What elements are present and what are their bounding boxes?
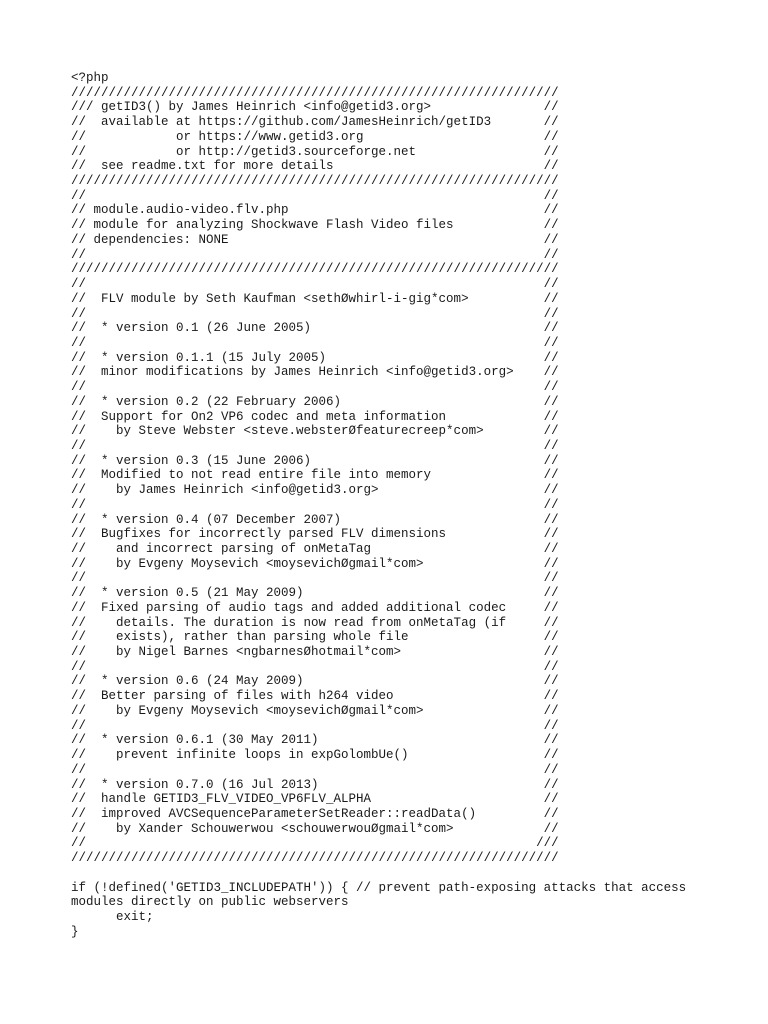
code-line: // and incorrect parsing of onMetaTag // xyxy=(71,542,559,556)
code-line: // * version 0.1.1 (15 July 2005) // xyxy=(71,350,559,365)
code-line: // Bugfixes for incorrectly parsed FLV dimensions // xyxy=(71,527,559,542)
code-line: // prevent infinite loops in expGolombUe() // xyxy=(71,748,559,763)
code-line: // Modified to not read entire file into memory // xyxy=(71,468,559,483)
code-line: // // xyxy=(71,497,559,512)
code-line: // * version 0.6 (24 May 2009) // xyxy=(71,674,559,689)
code-line: // Support for On2 VP6 codec and meta information // xyxy=(71,409,559,424)
code-line: // // xyxy=(71,247,559,262)
code-line: // // xyxy=(71,380,559,395)
code-line: // or http://getid3.sourceforge.net // xyxy=(71,144,559,159)
code-line: <?php xyxy=(71,71,109,85)
code-line: // module for analyzing Shockwave Flash Video files // xyxy=(71,218,559,233)
source-code-block xyxy=(71,71,686,939)
code-line: /// getID3() by James Heinrich <info@getid3.org> // xyxy=(71,100,559,115)
code-line: // * version 0.5 (21 May 2009) // xyxy=(71,586,559,601)
code-line: // by James Heinrich <info@getid3.org> // xyxy=(71,483,559,498)
code-line: // * version 0.4 (07 December 2007) // xyxy=(71,512,559,527)
code-line: // see readme.txt for more details // xyxy=(71,159,559,174)
code-line: // // xyxy=(71,306,559,321)
code-line: // minor modifications by James Heinrich <info@getid3.org> // xyxy=(71,365,559,380)
code-line xyxy=(71,866,686,881)
code-line: ///////////////////////////////////////////////////////////////// xyxy=(71,851,559,866)
code-line: // exists), rather than parsing whole file // xyxy=(71,630,559,645)
code-line: // available at https://github.com/JamesHeinrich/getID3 // xyxy=(71,115,559,130)
code-line: exit; xyxy=(71,909,154,924)
code-line: // // xyxy=(71,718,559,733)
code-line: // /// xyxy=(71,836,559,851)
code-line: // by Evgeny Moysevich <moysevichØgmail*com> // xyxy=(71,703,559,718)
code-line: // // xyxy=(71,762,559,777)
code-line: // * version 0.6.1 (30 May 2011) // xyxy=(71,733,559,748)
code-line: // // xyxy=(71,571,559,586)
code-line: // * version 0.3 (15 June 2006) // xyxy=(71,453,559,468)
code-line: ///////////////////////////////////////////////////////////////// xyxy=(71,174,559,189)
code-line: // handle GETID3_FLV_VIDEO_VP6FLV_ALPHA // xyxy=(71,792,559,807)
code-line: // Fixed parsing of audio tags and added additional codec // xyxy=(71,600,559,615)
code-line: // // xyxy=(71,188,559,203)
code-line: // * version 0.1 (26 June 2005) // xyxy=(71,321,559,336)
code-line: // * version 0.7.0 (16 Jul 2013) // xyxy=(71,777,559,792)
code-line: // details. The duration is now read from onMetaTag (if // xyxy=(71,615,559,630)
code-line: // improved AVCSequenceParameterSetReader::readData() // xyxy=(71,806,559,821)
code-line: } xyxy=(71,924,79,939)
code-line: // dependencies: NONE // xyxy=(71,232,559,247)
code-line: ///////////////////////////////////////////////////////////////// xyxy=(71,85,559,100)
code-line: modules directly on public webservers xyxy=(71,895,349,910)
code-line: // // xyxy=(71,335,559,350)
code-line: // * version 0.2 (22 February 2006) // xyxy=(71,394,559,409)
code-line: // Better parsing of files with h264 video // xyxy=(71,689,559,704)
code-line: // by Steve Webster <steve.websterØfeaturecreep*com> // xyxy=(71,424,559,439)
code-line: if (!defined('GETID3_INCLUDEPATH')) { // prevent path-exposing attacks that access xyxy=(71,880,687,895)
code-line: // by Nigel Barnes <ngbarnesØhotmail*com> // xyxy=(71,645,559,660)
code-line: // by Xander Schouwerwou <schouwerwouØgmail*com> // xyxy=(71,821,559,836)
code-line: // FLV module by Seth Kaufman <sethØwhirl-i-gig*com> // xyxy=(71,291,559,306)
code-line: // // xyxy=(71,659,559,674)
code-line: // // xyxy=(71,438,559,453)
code-line: // // xyxy=(71,277,559,292)
code-line: ///////////////////////////////////////////////////////////////// xyxy=(71,262,559,277)
code-line: // module.audio-video.flv.php // xyxy=(71,203,559,218)
code-line: // or https://www.getid3.org // xyxy=(71,129,559,144)
code-line: // by Evgeny Moysevich <moysevichØgmail*com> // xyxy=(71,556,559,571)
